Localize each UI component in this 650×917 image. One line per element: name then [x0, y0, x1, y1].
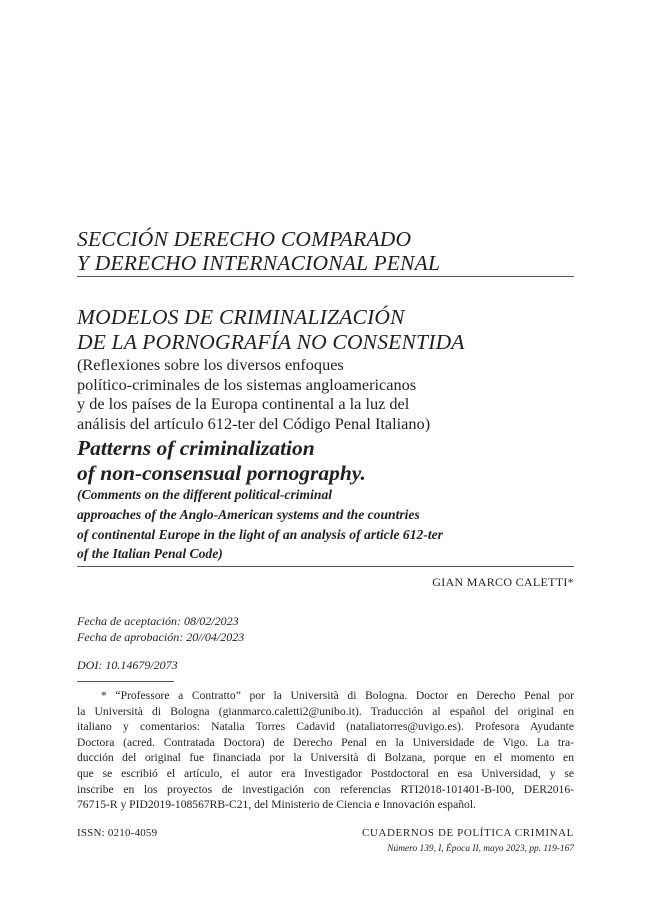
spanish-subtitle — [77, 355, 577, 433]
english-title-line-2: of non-consensual pornography. — [77, 461, 366, 485]
english-title — [77, 436, 577, 486]
footnote-line-2: la Università di Bologna (gianmarco.caletti2@unibo.it). Traducción al español del original en — [77, 704, 574, 718]
spanish-subtitle-line-3: y de los países de la Europa continental a la luz del — [77, 394, 410, 413]
english-subtitle-line-2: approaches of the Anglo-American systems and the countries — [77, 506, 420, 522]
spanish-title-line-2: DE LA PORNOGRAFÍA NO CONSENTIDA — [77, 330, 465, 354]
footnote-line-6: que se escribió el artículo, el autor era Investigador Postdoctoral en esa Universidad, y se — [77, 766, 574, 780]
footnote-divider — [77, 681, 174, 682]
author-footnote — [77, 688, 574, 813]
footnote-line-1: * “Professore a Contratto” por la Università di Bologna. Doctor en Derecho Penal por — [101, 689, 574, 702]
author-name: GIAN MARCO CALETTI* — [432, 575, 574, 589]
footnote-line-5: ducción del original fue financiada por la Università di Bolzana, porque en el momento en — [77, 751, 574, 765]
spanish-subtitle-line-4: análisis del artículo 612-ter del Código Penal Italiano) — [77, 413, 431, 433]
footnote-line-7: inscribe en los proyectos de investigación con referencias RTI2018-101401-B-I00, DER2016- — [77, 782, 574, 796]
footnote-line-4: Doctora (acred. Contratada Doctora) de Derecho Penal en la Universidade de Vigo. La tra- — [77, 735, 574, 749]
title-divider — [77, 566, 574, 567]
journal-name: CUADERNOS DE POLÍTICA CRIMINAL — [361, 827, 574, 839]
spanish-subtitle-line-2: político-criminales de los sistemas angloamericanos — [77, 374, 417, 394]
section-heading-line-2: Y DERECHO INTERNACIONAL PENAL — [77, 251, 441, 275]
english-title-line-1: Patterns of criminalization — [77, 436, 315, 460]
acceptance-date: Fecha de aceptación: 08/02/2023 — [77, 614, 239, 628]
spanish-title-line-1: MODELOS DE CRIMINALIZACIÓN — [77, 305, 405, 329]
publication-dates — [77, 613, 244, 645]
english-subtitle-line-3: of continental Europe in the light of an analysis of article 612-ter — [77, 526, 443, 542]
approval-date: Fecha de aprobación: 20//04/2023 — [77, 630, 245, 644]
footnote-line-3: italiano y comentarios: Natalia Torres Cadavid (nataliatorres@uvigo.es). Profesora Ayudante — [77, 720, 574, 734]
section-heading-line-1: SECCIÓN DERECHO COMPARADO — [77, 227, 412, 251]
spanish-subtitle-line-1: (Reflexiones sobre los diversos enfoques — [77, 355, 344, 374]
journal-footer — [362, 827, 574, 854]
english-subtitle — [77, 485, 577, 564]
issn: ISSN: 0210-4059 — [77, 827, 158, 839]
footnote-line-8: 76715-R y PID2019-108567RB-C21, del Ministerio de Ciencia e Innovación español. — [77, 798, 476, 812]
section-divider — [77, 276, 574, 277]
spanish-title — [77, 305, 577, 355]
english-subtitle-line-4: of the Italian Penal Code) — [77, 546, 223, 562]
english-subtitle-line-1: (Comments on the different political-criminal — [77, 487, 333, 502]
doi: DOI: 10.14679/2073 — [77, 658, 178, 672]
section-heading — [77, 227, 577, 275]
issue-info: Número 139, I, Época II, mayo 2023, pp. 119-167 — [387, 844, 574, 854]
